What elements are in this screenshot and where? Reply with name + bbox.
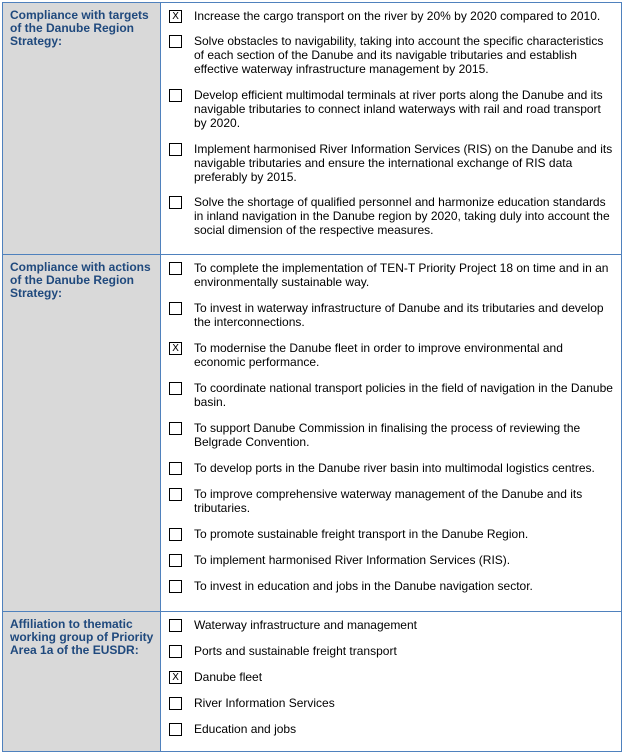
checkbox[interactable] — [169, 143, 182, 156]
checkbox[interactable] — [169, 196, 182, 209]
section-row-actions — [3, 255, 622, 612]
checkbox[interactable] — [169, 528, 182, 541]
option-item — [169, 553, 615, 567]
option-label: To implement harmonised River Information Services (RIS). — [194, 553, 511, 567]
option-item — [169, 487, 615, 515]
section-row-targets — [3, 3, 622, 255]
checkbox[interactable]: X — [169, 342, 182, 355]
checkbox[interactable] — [169, 488, 182, 501]
option-item — [169, 195, 615, 237]
option-label: To invest in education and jobs in the Danube navigation sector. — [194, 579, 533, 593]
checkbox[interactable] — [169, 262, 182, 275]
option-item — [169, 527, 615, 541]
option-item — [169, 696, 615, 710]
options-targets — [161, 3, 622, 255]
checkbox[interactable] — [169, 35, 182, 48]
option-item — [169, 142, 615, 184]
option-label: To develop ports in the Danube river basin into multimodal logistics centres. — [194, 461, 595, 475]
checkbox[interactable] — [169, 697, 182, 710]
checkbox[interactable]: X — [169, 671, 182, 684]
option-label: Implement harmonised River Information Services (RIS) on the Danube and its navigable tributaries and ensure the international exchange of RIS data preferably by 2015. — [194, 142, 613, 184]
option-label: Waterway infrastructure and management — [194, 618, 417, 632]
checkbox[interactable]: X — [169, 10, 182, 23]
checkbox[interactable] — [169, 302, 182, 315]
section-label-targets: Compliance with targets of the Danube Region Strategy: — [3, 3, 161, 255]
options-actions — [161, 255, 622, 612]
option-item — [169, 722, 615, 736]
checkbox[interactable] — [169, 462, 182, 475]
checkbox[interactable] — [169, 619, 182, 632]
option-label: Solve the shortage of qualified personnel and harmonize education standards in inland navigation in the Danube region by 2020, taking duly into account the social dimension of the respective measures. — [194, 195, 610, 237]
option-label: Ports and sustainable freight transport — [194, 644, 397, 658]
options-affiliation — [161, 612, 622, 752]
option-item — [169, 618, 615, 632]
option-label: Danube fleet — [194, 670, 263, 684]
option-item — [169, 381, 615, 409]
option-item — [169, 34, 615, 76]
option-label: To invest in waterway infrastructure of Danube and its tributaries and develop the interconnections. — [194, 301, 604, 329]
option-item — [169, 261, 615, 289]
checkbox[interactable] — [169, 422, 182, 435]
checkbox[interactable] — [169, 645, 182, 658]
option-label: Solve obstacles to navigability, taking into account the specific characteristics of each section of the Danube and its navigable tributaries and establish effective waterway infrastructure management by 2015. — [194, 34, 604, 76]
option-item — [169, 88, 615, 130]
checkbox[interactable] — [169, 580, 182, 593]
checkbox[interactable] — [169, 723, 182, 736]
option-label: Increase the cargo transport on the river by 20% by 2020 compared to 2010. — [194, 9, 601, 23]
option-item — [169, 301, 615, 329]
option-label: To coordinate national transport policies in the field of navigation in the Danube basin. — [194, 381, 613, 409]
compliance-form-table — [2, 2, 622, 752]
section-label-affiliation: Affiliation to thematic working group of Priority Area 1a of the EUSDR: — [3, 612, 161, 752]
option-label: To modernise the Danube fleet in order to improve environmental and economic performance. — [194, 341, 563, 369]
option-item — [169, 421, 615, 449]
option-item — [169, 461, 615, 475]
option-label: River Information Services — [194, 696, 335, 710]
option-item — [169, 644, 615, 658]
option-item — [169, 579, 615, 593]
option-label: To promote sustainable freight transport in the Danube Region. — [194, 527, 529, 541]
option-label: To improve comprehensive waterway management of the Danube and its tributaries. — [194, 487, 583, 515]
option-label: Develop efficient multimodal terminals at river ports along the Danube and its navigable tributaries to connect inland waterways with rail and road transport by 2020. — [194, 88, 603, 130]
checkbox[interactable] — [169, 382, 182, 395]
checkbox[interactable] — [169, 89, 182, 102]
option-item — [169, 670, 615, 684]
option-label: To support Danube Commission in finalising the process of reviewing the Belgrade Convention. — [194, 421, 581, 449]
option-item — [169, 9, 615, 23]
option-label: To complete the implementation of TEN-T Priority Project 18 on time and in an environmentally sustainable way. — [194, 261, 609, 289]
section-label-actions: Compliance with actions of the Danube Region Strategy: — [3, 255, 161, 612]
option-item — [169, 341, 615, 369]
checkbox[interactable] — [169, 554, 182, 567]
section-row-affiliation — [3, 612, 622, 752]
option-label: Education and jobs — [194, 722, 297, 736]
